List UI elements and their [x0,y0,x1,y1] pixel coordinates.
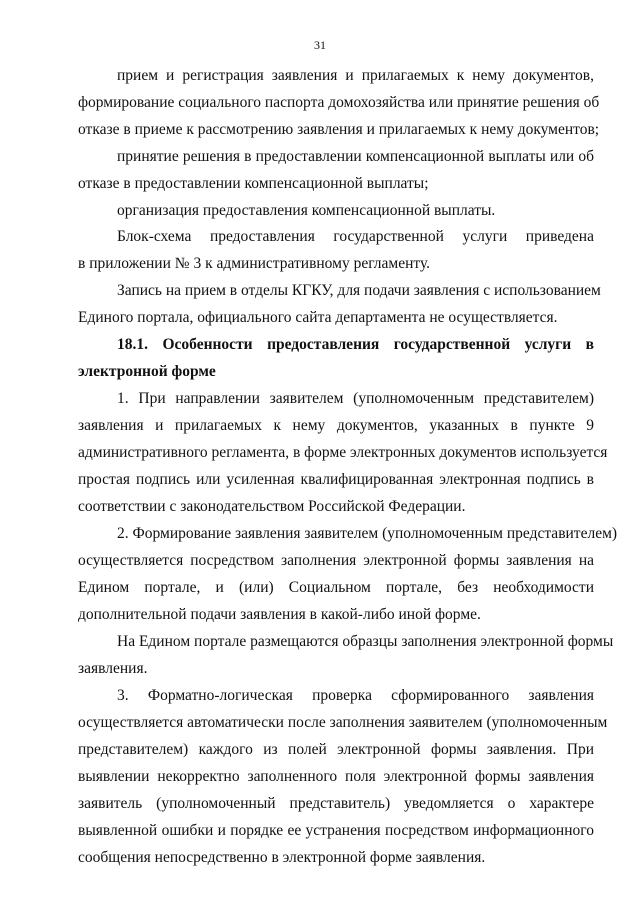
text-line: выявлении некорректно заполненного поля электронной формы заявления [78,768,594,785]
text-line: выявленной ошибки и порядке ее устранения посредством информационного [78,822,594,839]
text-line: представителем) каждого из полей электронной формы заявления. При [78,741,594,758]
page-number: 31 [314,38,326,52]
text-line: На Едином портале размещаются образцы заполнения электронной формы [117,633,614,650]
text-line: формирование социального паспорта домохозяйства или принятие решения об [78,94,600,111]
text-line: Едином портале, и (или) Социальном портале, без необходимости [78,579,594,596]
text-line: 3. Форматно-логическая проверка сформированного заявления [117,687,594,704]
text-line: осуществляется посредством заполнения электронной формы заявления на [78,552,594,569]
text-line: простая подпись или усиленная квалифицированная электронная подпись в [78,471,594,488]
text-line: отказе в предоставлении компенсационной выплаты; [78,175,429,192]
text-line: отказе в приеме к рассмотрению заявления и прилагаемых к нему документов; [78,121,600,138]
text-line: заявления и прилагаемых к нему документов, указанных в пункте 9 [78,417,594,434]
text-line: сообщения непосредственно в электронной форме заявления. [78,849,486,866]
text-line: прием и регистрация заявления и прилагаемых к нему документов, [117,67,594,84]
text-line: Единого портала, официального сайта департамента не осуществляется. [78,309,558,326]
text-line: Запись на прием в отделы КГКУ, для подачи заявления с использованием [117,282,601,299]
section-heading-line: 18.1. Особенности предоставления государственной услуги в [117,336,594,353]
text-line: принятие решения в предоставлении компенсационной выплаты или об [117,148,594,165]
section-heading-line: электронной форме [78,363,216,380]
text-line: в приложении № 3 к административному регламенту. [78,255,431,272]
text-line: дополнительной подачи заявления в какой-либо иной форме. [78,606,481,623]
text-line: организация предоставления компенсационной выплаты. [117,202,496,219]
text-line: 1. При направлении заявителем (уполномоченным представителем) [117,390,594,407]
text-line: Блок-схема предоставления государственной услуги приведена [117,228,594,245]
text-line: соответствии с законодательством Российской Федерации. [78,498,466,515]
text-line: 2. Формирование заявления заявителем (уполномоченным представителем) [117,525,618,542]
text-line: заявитель (уполномоченный представитель) уведомляется о характере [78,795,594,812]
text-line: заявления. [78,660,148,677]
text-line: административного регламента, в форме электронных документов используется [78,444,608,461]
text-line: осуществляется автоматически после заполнения заявителем (уполномоченным [78,714,608,731]
